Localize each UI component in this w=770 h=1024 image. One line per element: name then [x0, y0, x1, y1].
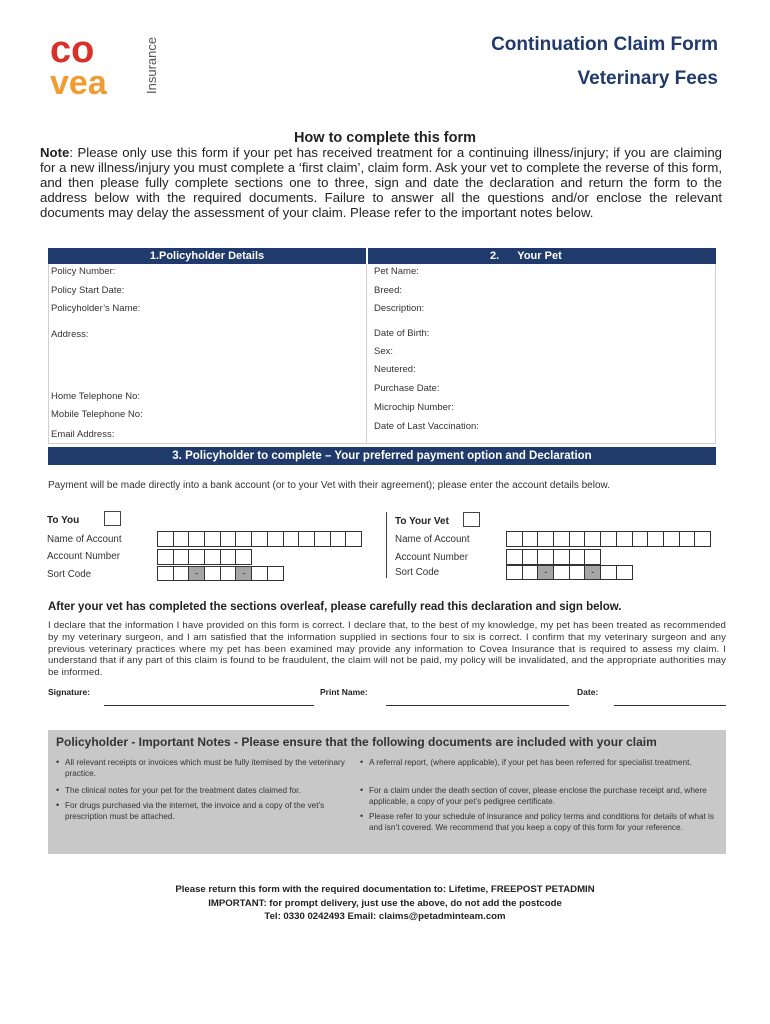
logo-text-bottom: vea — [50, 64, 107, 100]
sort-dash: - — [584, 565, 601, 580]
note-item: • For a claim under the death section of cover, please enclose the purchase receipt and, where applicable, a copy of your pet’s pedigree certificate. — [369, 785, 717, 807]
left-account-name-label: Name of Account — [47, 534, 122, 545]
note-item: • All relevant receipts or invoices which must be fully itemised by the veterinary practice. — [65, 757, 355, 779]
left-account-number-label: Account Number — [47, 551, 120, 562]
right-account-number-label: Account Number — [395, 552, 468, 563]
note-label: Note — [40, 145, 70, 160]
right-account-number-boxes[interactable] — [506, 549, 600, 565]
policy-number-field[interactable]: Policy Number: — [51, 266, 116, 277]
details-divider — [366, 264, 367, 444]
declaration-text: I declare that the information I have provided on this form is correct. I declare that, to the best of my knowledge, my pet has been treated as recommended by my veterinary surgeon, and I am satisfied that the information supplied in sections four to six is correct. I confirm that my veterinary surgeon and any previous veterinary practices where my pet has been examined may provide any information to Covea Insurance that is required to assess my claim. I understand that if any part of this claim is found to be fraudulent, the claim will not be paid, my policy will be invalidated, and the appropriate authorities may be informed. — [48, 620, 726, 679]
description-field[interactable]: Description: — [374, 303, 425, 314]
date-line[interactable] — [614, 705, 726, 706]
payment-intro: Payment will be made directly into a bank account (or to your Vet with their agreement); please enter the account details below. — [48, 480, 610, 491]
neutered-field[interactable]: Neutered: — [374, 364, 416, 375]
right-account-name-label: Name of Account — [395, 534, 470, 545]
mobile-telephone-field[interactable]: Mobile Telephone No: — [51, 409, 143, 420]
sort-dash: - — [188, 566, 205, 581]
left-sort-code-label: Sort Code — [47, 569, 92, 580]
last-vaccination-field[interactable]: Date of Last Vaccination: — [374, 421, 479, 432]
note-item: • For drugs purchased via the internet, the invoice and a copy of the vet’s prescription must be attached. — [65, 800, 355, 822]
note-item: • Please refer to your schedule of insurance and policy terms and conditions for details of what is and isn’t covered. We recommend that you keep a copy of this form for your reference. — [369, 811, 717, 833]
signature-label: Signature: — [48, 687, 91, 697]
to-your-vet-label: To Your Vet — [395, 516, 449, 527]
form-title: Continuation Claim Form — [491, 34, 718, 55]
purchase-date-field[interactable]: Purchase Date: — [374, 383, 440, 394]
left-account-number-boxes[interactable] — [157, 549, 251, 565]
section2-title: 2. Your Pet — [490, 250, 562, 262]
section3-header: 3. Policyholder to complete – Your preferred payment option and Declaration — [48, 447, 716, 465]
to-you-label: To You — [47, 515, 80, 526]
note-paragraph — [40, 145, 722, 220]
to-you-checkbox[interactable] — [104, 511, 121, 526]
important-delivery-note: IMPORTANT: for prompt delivery, just use the above, do not add the postcode — [208, 898, 562, 909]
right-sort-code-label: Sort Code — [395, 567, 440, 578]
contact-details: Tel: 0330 0242493 Email: claims@petadminteam.com — [264, 911, 506, 922]
right-account-name-boxes[interactable] — [506, 531, 710, 547]
policy-start-date-field[interactable]: Policy Start Date: — [51, 285, 125, 296]
microchip-number-field[interactable]: Microchip Number: — [374, 402, 454, 413]
date-of-birth-field[interactable]: Date of Birth: — [374, 328, 430, 339]
note-item: • The clinical notes for your pet for the treatment dates claimed for. — [65, 785, 355, 796]
left-sort-code-boxes[interactable] — [157, 566, 283, 581]
pet-name-field[interactable]: Pet Name: — [374, 266, 419, 277]
note-text: : Please only use this form if your pet has received treatment for a continuing illness/injury; if you are claiming for a new illness/injury you must complete a ‘first claim’, claim form. Ask your vet to complete the reverse of this form, and then please fully complete sections one to three, sign and date the declaration and return the form to the address below with the required documents. Failure to answer all the questions and/or enclose the relevant documents may delay the assessment of your claim. Please refer to the important notes below. — [40, 145, 722, 220]
logo-text-top: co — [50, 29, 95, 71]
signature-line[interactable] — [104, 705, 314, 706]
breed-field[interactable]: Breed: — [374, 285, 402, 296]
policyholder-name-field[interactable]: Policyholder’s Name: — [51, 303, 141, 314]
print-name-label: Print Name: — [320, 687, 368, 697]
date-label: Date: — [577, 687, 599, 697]
print-name-line[interactable] — [386, 705, 569, 706]
sort-dash: - — [235, 566, 252, 581]
address-field[interactable]: Address: — [51, 329, 89, 340]
important-notes-heading: Policyholder - Important Notes - Please ensure that the following documents are included with your claim — [56, 735, 657, 749]
section2-header — [368, 248, 716, 264]
section1-header: 1.Policyholder Details — [48, 248, 366, 264]
declaration-heading: After your vet has completed the sections overleaf, please carefully read this declaration and sign below. — [48, 601, 622, 613]
covea-logo — [48, 28, 168, 100]
return-address: Please return this form with the required documentation to: Lifetime, FREEPOST PETADMIN — [175, 884, 595, 895]
to-your-vet-checkbox[interactable] — [463, 512, 480, 527]
logo-text-side: Insurance — [144, 36, 159, 94]
home-telephone-field[interactable]: Home Telephone No: — [51, 391, 141, 402]
howto-heading: How to complete this form — [293, 130, 477, 146]
form-subtitle: Veterinary Fees — [577, 68, 718, 89]
right-sort-code-boxes[interactable] — [506, 565, 632, 580]
sort-dash: - — [537, 565, 554, 580]
note-item: • A referral report, (where applicable), if your pet has been referred for specialist treatment. — [369, 757, 717, 768]
sex-field[interactable]: Sex: — [374, 346, 394, 357]
left-account-name-boxes[interactable] — [157, 531, 361, 547]
email-address-field[interactable]: Email Address: — [51, 429, 115, 440]
payment-divider — [386, 512, 387, 578]
